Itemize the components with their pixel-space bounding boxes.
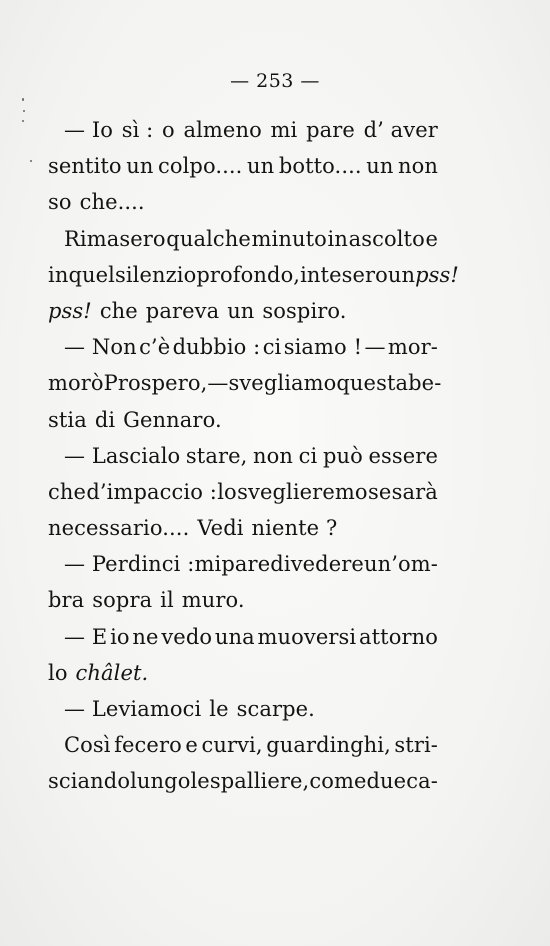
word: e — [425, 226, 438, 251]
word: d’ aver — [363, 118, 438, 142]
word: bra — [48, 588, 85, 613]
word: muoversi — [257, 624, 357, 649]
word: Rimasero — [64, 226, 166, 251]
text-line — [48, 221, 438, 257]
word: due — [366, 769, 407, 794]
word: non — [253, 443, 294, 468]
word: — Lascialo — [64, 443, 181, 468]
word: ci — [262, 335, 282, 360]
word: lungo — [130, 769, 191, 794]
word: curvi, — [201, 733, 263, 758]
word: sciando — [48, 769, 131, 794]
word: sospiro. — [262, 298, 347, 323]
word: che — [48, 479, 87, 504]
body-text — [48, 112, 459, 800]
word: e — [185, 733, 198, 758]
word: pare — [221, 552, 271, 577]
word: intesero — [300, 262, 388, 287]
word: che — [99, 298, 138, 323]
word: sì : — [121, 118, 154, 142]
word: siamo ! — [283, 335, 363, 360]
word: châlet. — [75, 660, 149, 685]
word: — — [364, 335, 386, 360]
paper-speck — [30, 160, 32, 162]
word: vedo — [161, 624, 213, 649]
word: stia — [48, 407, 87, 432]
word: in — [327, 226, 348, 251]
word: mi — [270, 118, 298, 142]
paper-speck — [22, 120, 24, 122]
word: Così — [64, 733, 111, 758]
word: fecero — [114, 733, 182, 758]
text-line — [48, 510, 438, 546]
word: ne — [132, 624, 159, 649]
word: un — [126, 154, 154, 179]
word: in — [48, 262, 69, 287]
text-line — [48, 257, 459, 293]
page-number: — 253 — — [230, 70, 320, 92]
word: — Io — [64, 118, 114, 142]
text-line — [48, 148, 438, 184]
word: vedere — [290, 552, 364, 577]
word: sveglieremo — [237, 479, 368, 504]
word: sopra — [92, 588, 153, 613]
text-line — [48, 727, 438, 763]
text-line — [48, 474, 438, 510]
word: lo — [217, 479, 237, 504]
word: un’om- — [363, 552, 438, 577]
word: può — [322, 443, 363, 468]
word: o — [162, 118, 175, 142]
word: se — [367, 479, 392, 504]
text-line — [48, 546, 438, 582]
word: questa — [336, 371, 409, 396]
text-line — [48, 184, 438, 220]
word: un — [387, 262, 416, 287]
word: le — [190, 769, 210, 794]
word: svegliamo — [228, 371, 337, 396]
word: ca- — [406, 769, 438, 794]
word: colpo.... — [158, 154, 243, 179]
word: una — [214, 624, 255, 649]
word: un — [227, 298, 255, 323]
text-line — [48, 438, 438, 474]
word: un — [366, 154, 394, 179]
text-line — [48, 763, 438, 799]
word: Gennaro. — [123, 407, 222, 432]
word: sarà — [391, 479, 438, 504]
text-line — [48, 582, 438, 618]
word: di — [270, 552, 291, 577]
word: pss! — [415, 262, 459, 287]
word: Vedi — [197, 516, 244, 541]
word: mor- — [387, 335, 438, 360]
word: — Leviamoci — [64, 697, 202, 721]
word: d’impaccio : — [86, 479, 217, 504]
text-line — [48, 691, 438, 727]
word: mi — [194, 552, 222, 577]
text-line — [48, 329, 438, 365]
paper-speck — [23, 110, 25, 112]
word: dubbio : — [172, 335, 261, 360]
word: di — [94, 407, 116, 432]
word: pare — [306, 118, 355, 142]
word: so — [48, 190, 72, 215]
text-line — [48, 619, 438, 655]
word: essere — [368, 443, 438, 468]
text-line — [48, 402, 438, 438]
word: be- — [408, 371, 442, 396]
word: botto.... — [278, 154, 362, 179]
text-line — [48, 112, 438, 148]
word: le — [209, 697, 229, 721]
word: attorno — [359, 624, 438, 649]
word: — Non — [64, 335, 137, 360]
word: sentito — [48, 154, 122, 179]
word: Prospero, — [103, 371, 208, 396]
text-line — [48, 293, 438, 329]
text-line — [48, 655, 438, 691]
word: il — [160, 588, 174, 613]
word: guardinghi, — [266, 733, 391, 758]
word: stri- — [394, 733, 438, 758]
word: necessario.... — [48, 516, 190, 541]
word: silenzio — [114, 262, 197, 287]
word: niente ? — [251, 516, 338, 541]
word: spalliere, — [209, 769, 310, 794]
word: scarpe. — [236, 697, 315, 721]
word: minuto — [251, 226, 327, 251]
word: ci — [298, 443, 318, 468]
word: almeno — [183, 118, 262, 142]
word: lo — [48, 660, 68, 685]
word: morò — [48, 371, 104, 396]
word: non — [398, 154, 438, 179]
word: ascolto — [348, 226, 425, 251]
word: — E — [64, 624, 108, 649]
word: io — [110, 624, 130, 649]
word: — — [207, 371, 229, 396]
word: pareva — [145, 298, 220, 323]
word: — Perdinci : — [64, 552, 195, 577]
word: stare, — [185, 443, 248, 468]
text-line — [48, 365, 442, 401]
word: pss! — [48, 298, 92, 323]
word: c’è — [139, 335, 171, 360]
word: profondo, — [196, 262, 301, 287]
word: che.... — [79, 190, 145, 215]
word: qualche — [166, 226, 251, 251]
word: muro. — [181, 588, 245, 613]
word: come — [309, 769, 367, 794]
word: un — [247, 154, 275, 179]
word: quel — [68, 262, 115, 287]
paper-speck — [22, 98, 24, 101]
